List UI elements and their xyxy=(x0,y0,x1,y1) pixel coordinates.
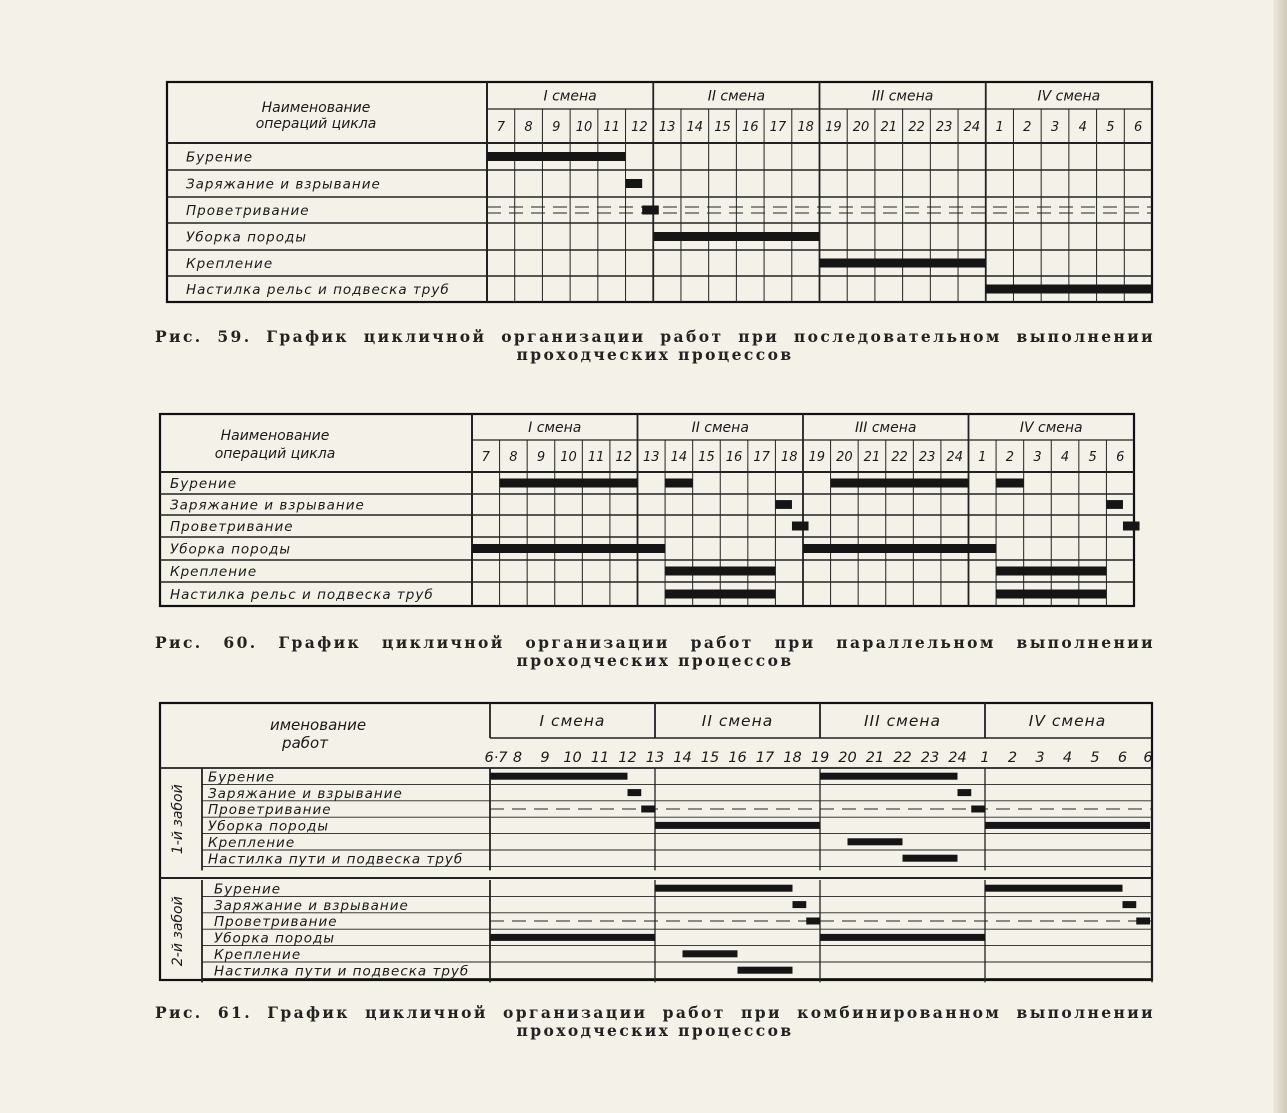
gantt-bar xyxy=(472,544,665,553)
hour-label: 23 xyxy=(920,750,940,766)
operation-label: Заряжание и взрывание xyxy=(170,497,365,514)
hour-label: 19 xyxy=(808,450,826,465)
hour-label: 17 xyxy=(755,750,775,766)
shift-label: I смена xyxy=(528,420,582,436)
caption-fig61: Рис. 61. График цикличной организации работ при комбинированном выполнении проходческих процессов xyxy=(155,1003,1155,1040)
hour-label: 7 xyxy=(481,450,490,465)
gantt-bar xyxy=(683,950,738,957)
shift-label: III смена xyxy=(871,88,934,105)
hour-label: 6 xyxy=(1143,750,1153,766)
hour-label: 10 xyxy=(575,120,593,135)
shift-label: I смена xyxy=(539,712,606,730)
hour-label: 20 xyxy=(836,450,853,465)
gantt-chart-fig60 xyxy=(0,410,1160,610)
operation-label: Крепление xyxy=(170,564,258,580)
hour-label: 21 xyxy=(865,750,885,766)
shift-label: III смена xyxy=(863,712,942,730)
operation-label: Настилка пути и подвеска труб xyxy=(214,963,470,980)
hour-label: 15 xyxy=(700,750,720,766)
hour-label: 14 xyxy=(673,750,692,766)
group-label: 1-й забой xyxy=(170,784,186,855)
gantt-bar xyxy=(971,806,985,813)
caption-fig59: Рис. 59. График цикличной организации работ при последовательном выполнении проходческих процессов xyxy=(155,327,1155,364)
shift-label: IV смена xyxy=(1019,420,1083,436)
gantt-bar xyxy=(665,567,775,576)
hour-label: 13 xyxy=(645,750,665,766)
hour-label: 9 xyxy=(536,450,546,465)
gantt-bar xyxy=(996,479,1024,488)
shift-label: II смена xyxy=(707,88,766,105)
operation-label: Заряжание и взрывание xyxy=(208,785,403,802)
header-line-2: операций цикла xyxy=(255,116,377,132)
hour-label: 8 xyxy=(509,450,518,465)
operation-label: Настилка пути и подвеска труб xyxy=(208,851,464,868)
operation-label: Бурение xyxy=(214,881,282,898)
operation-label: Бурение xyxy=(186,149,254,166)
gantt-bar xyxy=(985,822,1150,829)
hour-label: 6 xyxy=(1134,120,1143,135)
operation-label: Крепление xyxy=(208,835,296,851)
group-label: 2-й забой xyxy=(170,896,186,967)
hour-label: 21 xyxy=(863,450,881,465)
hour-label: 4 xyxy=(1078,120,1087,135)
gantt-bar xyxy=(1136,918,1150,925)
hour-label: 10 xyxy=(560,450,577,465)
gantt-bar xyxy=(820,934,985,941)
operation-label: Уборка породы xyxy=(186,229,308,246)
gantt-bar xyxy=(792,522,809,531)
operation-label: Крепление xyxy=(186,256,274,272)
operation-label: Бурение xyxy=(170,476,238,492)
hour-label: 19 xyxy=(825,120,842,135)
header-line-1: Наименование xyxy=(261,100,371,116)
hour-label: 12 xyxy=(631,120,648,135)
hour-label: 4 xyxy=(1060,450,1070,465)
gantt-bar xyxy=(628,789,642,796)
gantt-bar xyxy=(655,822,820,829)
hour-label: 8 xyxy=(524,120,533,135)
shift-label: IV смена xyxy=(1037,88,1101,105)
header-line-1: Наименование xyxy=(220,428,330,444)
gantt-bar xyxy=(775,500,792,509)
gantt-bar xyxy=(1123,901,1137,908)
hour-label: 5 xyxy=(1088,450,1097,465)
hour-label: 1 xyxy=(995,120,1004,135)
gantt-bar xyxy=(653,232,819,241)
operation-label: Бурение xyxy=(208,769,276,786)
gantt-bar xyxy=(996,590,1106,599)
operation-label: Проветривание xyxy=(214,914,338,931)
gantt-bar xyxy=(738,967,793,974)
hour-label: 23 xyxy=(935,120,953,135)
operation-label: Настилка рельс и подвеска труб xyxy=(186,282,450,298)
hour-label: 22 xyxy=(908,120,925,135)
hour-label: 2 xyxy=(1023,120,1032,135)
gantt-bar xyxy=(958,789,972,796)
gantt-bar xyxy=(848,838,903,845)
shift-label: II смена xyxy=(691,420,749,436)
hour-label: 5 xyxy=(1090,750,1100,766)
hour-label: 3 xyxy=(1033,450,1042,465)
shift-label: III смена xyxy=(855,420,917,436)
shift-label: II смена xyxy=(701,712,774,730)
gantt-bar xyxy=(641,806,655,813)
gantt-bar xyxy=(820,259,986,268)
hour-label: 22 xyxy=(891,450,908,465)
hour-label: 15 xyxy=(698,450,715,465)
gantt-bar xyxy=(655,885,793,892)
hour-label: 18 xyxy=(780,450,798,465)
hour-label: 9 xyxy=(540,750,550,766)
hour-label: 14 xyxy=(686,120,704,135)
operation-label: Уборка породы xyxy=(170,541,292,558)
operation-label: Проветривание xyxy=(170,519,294,535)
gantt-bar xyxy=(1106,500,1123,509)
gantt-bar xyxy=(903,855,958,862)
hour-label: 24 xyxy=(946,450,963,465)
gantt-chart-fig59 xyxy=(0,80,1160,305)
header-line-1: именование xyxy=(269,716,367,734)
operation-label: Уборка породы xyxy=(208,818,330,835)
gantt-bar xyxy=(487,152,626,161)
gantt-bar xyxy=(642,206,659,215)
hour-label: 16 xyxy=(725,450,743,465)
gantt-bar xyxy=(490,934,655,941)
hour-label: 3 xyxy=(1035,750,1045,766)
gantt-chart-fig61 xyxy=(0,700,1160,985)
hour-label: 20 xyxy=(852,120,870,135)
gantt-bar xyxy=(500,479,638,488)
hour-label: 11 xyxy=(587,450,605,465)
gantt-bar xyxy=(665,479,693,488)
gantt-bar xyxy=(1123,522,1140,531)
hour-label: 7 xyxy=(496,120,505,135)
gantt-bar xyxy=(985,885,1123,892)
hour-label: 14 xyxy=(670,450,688,465)
hour-label: 12 xyxy=(615,450,632,465)
hour-label: 24 xyxy=(948,750,967,766)
page-edge xyxy=(1273,0,1287,1113)
hour-label: 3 xyxy=(1050,120,1060,135)
hour-label: 12 xyxy=(618,750,637,766)
hour-label: 23 xyxy=(918,450,936,465)
hour-label: 6 xyxy=(1117,750,1128,766)
shift-label: IV смена xyxy=(1028,712,1107,730)
gantt-bar xyxy=(626,179,643,188)
hour-label: 18 xyxy=(783,750,802,766)
hour-label: 22 xyxy=(893,750,912,766)
hour-label: 11 xyxy=(603,120,620,135)
operation-label: Проветривание xyxy=(208,802,332,819)
hour-label: 6 xyxy=(1116,450,1125,465)
hour-label: 1 xyxy=(980,750,990,766)
gantt-bar xyxy=(806,918,820,925)
hour-label: 18 xyxy=(797,120,814,135)
hour-label: 9 xyxy=(552,120,561,135)
gantt-bar xyxy=(996,567,1106,576)
operation-label: Настилка рельс и подвеска труб xyxy=(170,587,434,603)
hour-label: 10 xyxy=(563,750,582,766)
hour-label: 13 xyxy=(658,120,676,135)
hour-label: 16 xyxy=(741,120,759,135)
hour-label: 8 xyxy=(512,750,523,766)
gantt-bar xyxy=(831,479,969,488)
operation-label: Уборка породы xyxy=(214,930,336,947)
operation-label: Крепление xyxy=(214,947,302,963)
operation-label: Заряжание и взрывание xyxy=(186,176,381,193)
hour-label: 24 xyxy=(963,120,981,135)
shift-label: I смена xyxy=(543,88,597,105)
gantt-bar xyxy=(490,773,628,780)
gantt-bar xyxy=(803,544,996,553)
hour-label: 21 xyxy=(880,120,898,135)
gantt-bar xyxy=(820,773,958,780)
hour-label: 5 xyxy=(1106,120,1115,135)
hour-label: 13 xyxy=(643,450,660,465)
hour-label: 20 xyxy=(838,750,857,766)
hour-label: 17 xyxy=(769,120,787,135)
hour-label: 1 xyxy=(978,450,987,465)
hour-label: 17 xyxy=(753,450,770,465)
hour-label: 2 xyxy=(1005,450,1015,465)
hour-label: 2 xyxy=(1007,750,1018,766)
hour-label: 15 xyxy=(714,120,731,135)
operation-label: Проветривание xyxy=(186,203,310,219)
hour-label: 6·7 xyxy=(484,750,508,766)
hour-label: 4 xyxy=(1062,750,1073,766)
hour-label: 16 xyxy=(728,750,747,766)
operation-label: Заряжание и взрывание xyxy=(214,897,409,914)
gantt-bar xyxy=(793,901,807,908)
caption-fig60: Рис. 60. График цикличной организации работ при параллельном выполнении проходческих процессов xyxy=(155,633,1155,670)
header-line-2: операций цикла xyxy=(214,446,336,462)
gantt-bar xyxy=(986,285,1152,294)
hour-label: 19 xyxy=(810,750,830,766)
hour-label: 11 xyxy=(590,750,610,766)
gantt-bar xyxy=(665,590,775,599)
header-line-2: работ xyxy=(282,734,328,752)
